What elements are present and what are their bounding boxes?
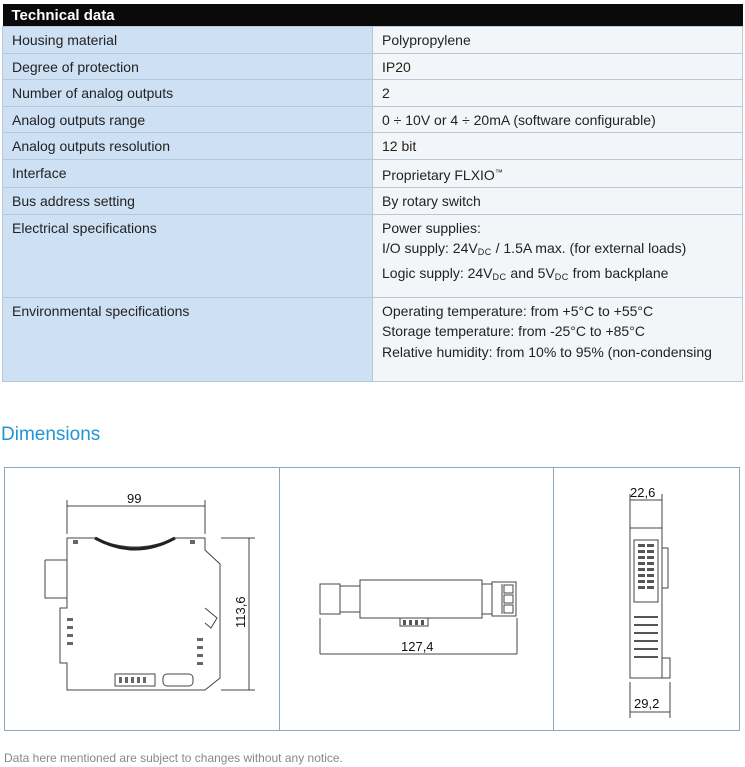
logic-supply-rest: from backplane bbox=[568, 264, 669, 281]
row-value bbox=[373, 159, 743, 188]
front-bottom-width-label: 29,2 bbox=[634, 696, 660, 711]
electrical-line-1: Power supplies: bbox=[382, 219, 481, 236]
row-label: Degree of protection bbox=[3, 53, 373, 80]
top-view-drawing bbox=[280, 468, 555, 732]
table-row bbox=[3, 188, 743, 215]
dc-subscript: DC bbox=[492, 271, 507, 282]
table-row-environmental bbox=[3, 297, 743, 381]
row-label: Environmental specifications bbox=[3, 297, 373, 381]
side-view-drawing bbox=[5, 468, 281, 732]
table-row-electrical bbox=[3, 214, 743, 297]
row-value: IP20 bbox=[373, 53, 743, 80]
row-value bbox=[373, 297, 743, 381]
table-row bbox=[3, 159, 743, 188]
technical-data-header: Technical data bbox=[3, 4, 743, 27]
row-label: Analog outputs range bbox=[3, 106, 373, 133]
side-width-label: 99 bbox=[127, 491, 142, 506]
dimensions-heading: Dimensions bbox=[1, 424, 101, 445]
row-value: 0 ÷ 10V or 4 ÷ 20mA (software configurable) bbox=[373, 106, 743, 133]
io-supply-text: I/O supply: 24V bbox=[382, 240, 478, 256]
disclaimer-note: Data here mentioned are subject to changes without any notice. bbox=[4, 751, 343, 765]
dc-subscript: DC bbox=[554, 271, 569, 282]
logic-supply-text: Logic supply: 24V bbox=[382, 264, 493, 281]
row-label: Bus address setting bbox=[3, 188, 373, 215]
table-row bbox=[3, 27, 743, 54]
environmental-line-2: Storage temperature: from -25°C to +85°C bbox=[382, 323, 645, 339]
side-view-panel bbox=[4, 467, 280, 731]
logic-supply-mid: and 5V bbox=[506, 264, 555, 281]
dc-subscript: DC bbox=[477, 247, 492, 257]
row-label: Number of analog outputs bbox=[3, 80, 373, 107]
row-label: Housing material bbox=[3, 27, 373, 54]
environmental-line-1: Operating temperature: from +5°C to +55°C bbox=[382, 302, 654, 319]
table-row bbox=[3, 133, 743, 160]
side-height-label: 113,6 bbox=[233, 596, 248, 628]
row-label: Electrical specifications bbox=[3, 214, 373, 297]
trademark-symbol: ™ bbox=[494, 167, 503, 177]
top-view-panel bbox=[279, 467, 554, 731]
row-value bbox=[373, 214, 743, 297]
row-value: Polypropylene bbox=[373, 27, 743, 54]
row-label: Interface bbox=[3, 159, 373, 188]
row-value: By rotary switch bbox=[373, 188, 743, 215]
front-top-width-label: 22,6 bbox=[630, 485, 656, 500]
io-supply-rest: / 1.5A max. (for external loads) bbox=[491, 240, 687, 256]
electrical-line-3 bbox=[382, 263, 736, 288]
interface-value: Proprietary FLXIO bbox=[382, 166, 495, 183]
front-view-panel bbox=[553, 467, 740, 731]
row-value: 2 bbox=[373, 80, 743, 107]
row-value: 12 bit bbox=[373, 133, 743, 160]
front-view-drawing bbox=[554, 468, 741, 732]
electrical-line-2 bbox=[382, 238, 736, 263]
technical-data-table bbox=[2, 4, 743, 382]
environmental-line-3: Relative humidity: from 10% to 95% (non-condensing bbox=[382, 343, 712, 360]
table-row bbox=[3, 53, 743, 80]
table-row bbox=[3, 80, 743, 107]
row-label: Analog outputs resolution bbox=[3, 133, 373, 160]
table-row bbox=[3, 106, 743, 133]
top-length-label: 127,4 bbox=[401, 639, 434, 654]
